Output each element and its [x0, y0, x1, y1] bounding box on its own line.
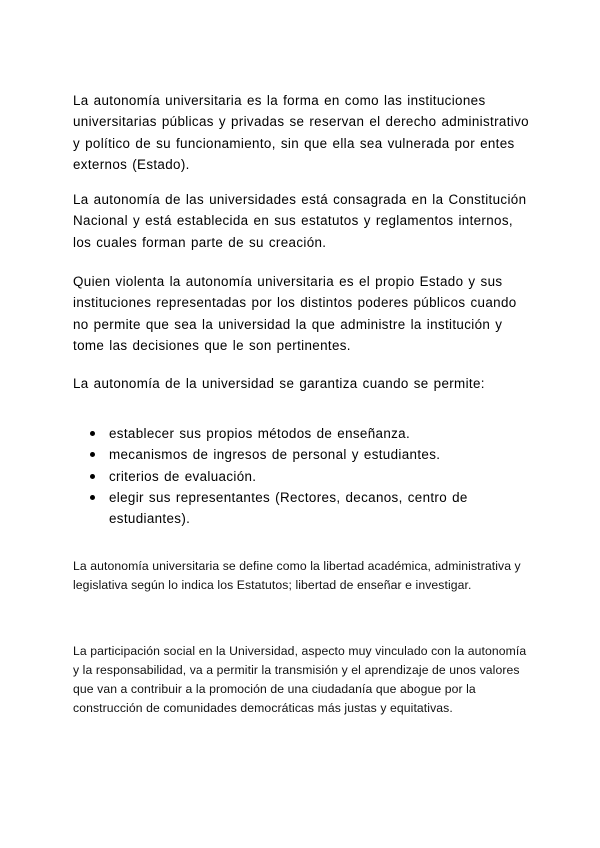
bullet-icon [90, 431, 95, 436]
list-item [90, 423, 510, 444]
bullet-icon [90, 474, 95, 479]
paragraph-violation: Quien violenta la autonomía universitaria es el propio Estado y sus instituciones representadas por los distintos poderes públicos cuando no permite que sea la universidad la que administre la institución y tome las decisiones que le son pertinentes. [73, 274, 517, 353]
paragraph-constitution: La autonomía de las universidades está consagrada en la Constitución Nacional y está establecida en sus estatutos y reglamentos internos, los cuales forman parte de su creación. [73, 192, 527, 250]
list-item-text: elegir sus representantes (Rectores, decanos, centro de estudiantes). [109, 489, 468, 527]
paragraph-social-participation: La participación social en la Universidad, aspecto muy vinculado con la autonomía y la responsabilidad, va a permitir la transmisión y el aprendizaje de unos valores que van a contribuir a la promoción de una ciudadanía que abogue por la construcción de comunidades democráticas más justas y equitativas. [73, 644, 527, 715]
paragraph-guarantee-intro: La autonomía de la universidad se garantiza cuando se permite: [73, 376, 485, 391]
list-item [90, 487, 510, 530]
paragraph-definition: La autonomía universitaria es la forma en como las instituciones universitarias públicas y privadas se reservan el derecho administrativo y político de su funcionamiento, sin que ella sea vulnerada por entes externos (Estado). [73, 93, 529, 172]
list-item-text: mecanismos de ingresos de personal y estudiantes. [109, 447, 441, 463]
paragraph-academic-freedom: La autonomía universitaria se define como la libertad académica, administrativa y legislativa según lo indica los Estatutos; libertad de enseñar e investigar. [73, 559, 521, 592]
list-item-text: criterios de evaluación. [109, 468, 257, 484]
guarantee-list [90, 423, 510, 529]
bullet-icon [90, 452, 95, 457]
list-item [90, 466, 510, 487]
list-item [90, 444, 510, 465]
list-item-text: establecer sus propios métodos de enseñanza. [109, 426, 411, 441]
bullet-icon [90, 495, 95, 500]
